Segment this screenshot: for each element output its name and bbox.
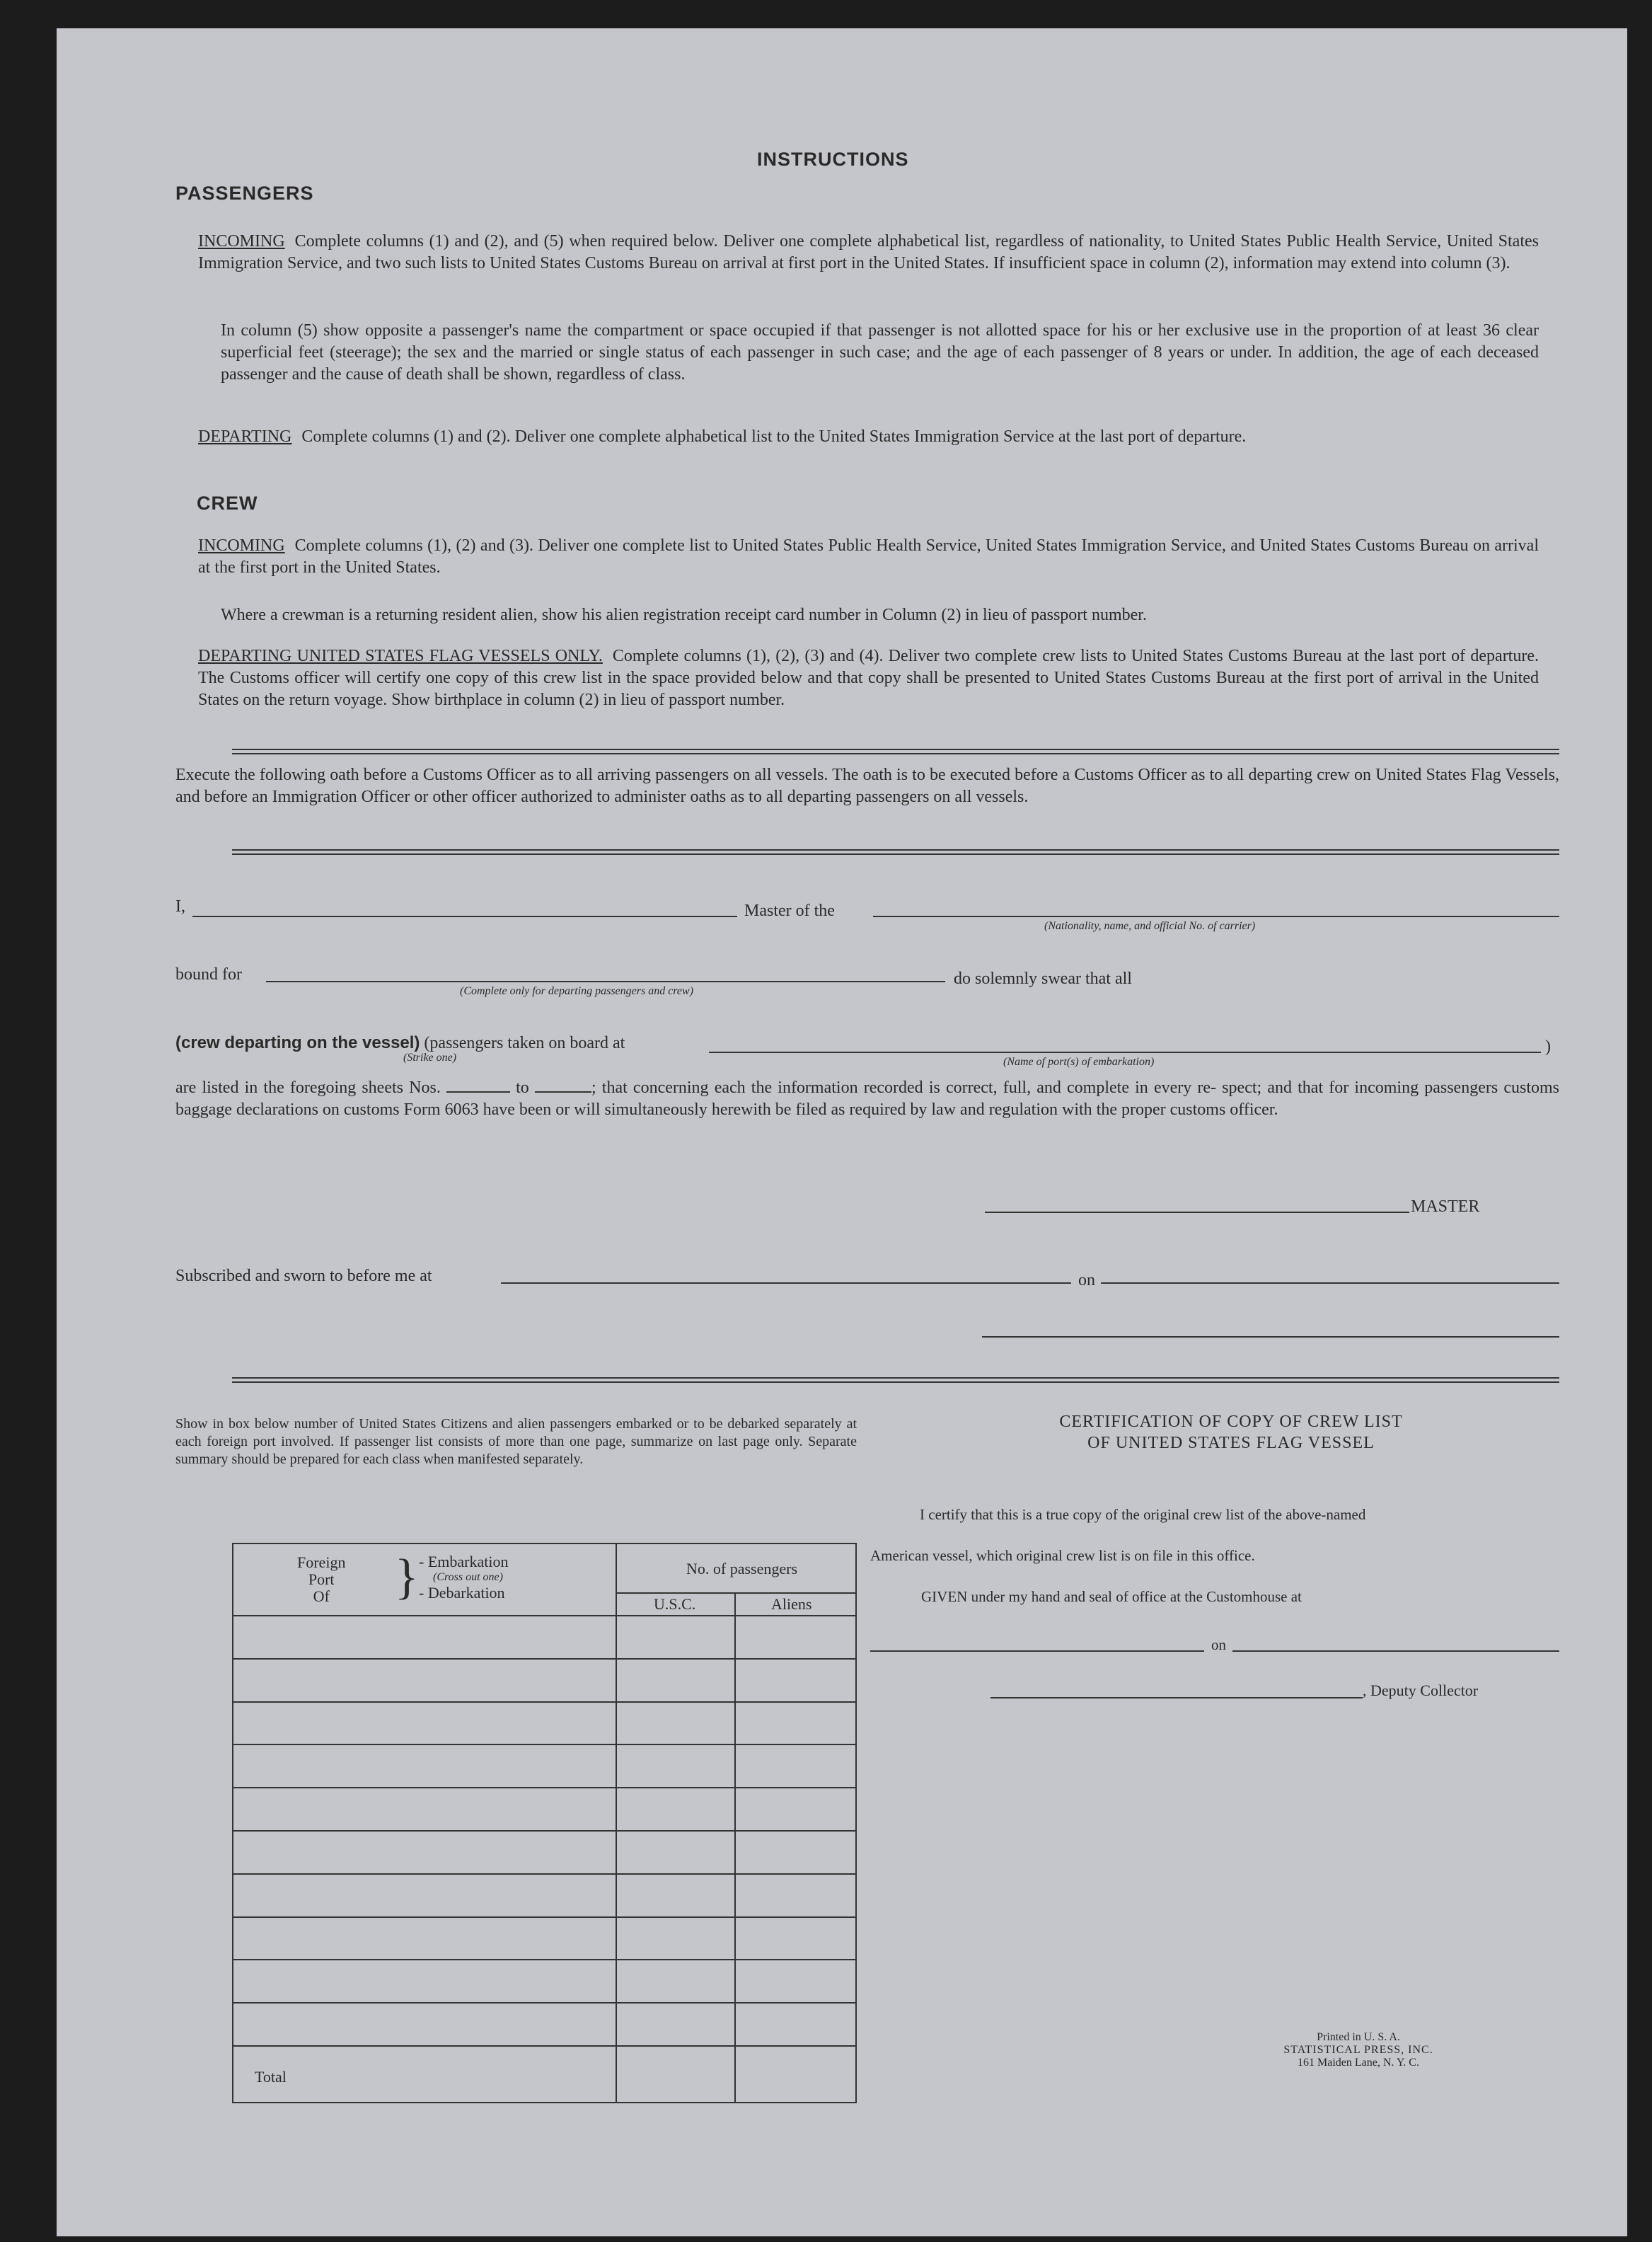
sworn-date-field[interactable] [1101,1282,1559,1284]
divider-rule [232,1377,1559,1383]
column5-paragraph: In column (5) show opposite a passenger's name the compartment or space occupied if that passenger is not allotted space for his or her exclusive use in the proportion of at least 36 clear superficial feet (steerage); the sex and the married or single status of each passenger in such case; and the age of each passenger of 8 years or under. In addition, the age of each deceased passenger and the cause of death shall be shown, regardless of class. [221,321,1539,384]
close-paren: ) [1545,1037,1551,1056]
total-label: Total [255,2068,287,2086]
printer-imprint: Printed in U. S. A. STATISTICAL PRESS, INC. 161 Maiden Lane, N. Y. C. [1283,2031,1433,2069]
table-row[interactable] [233,1959,856,1960]
crew-departing-label: DEPARTING UNITED STATES FLAG VESSELS ONLY. [198,647,603,665]
passengers-departing-text: Complete columns (1) and (2). Deliver one complete alphabetical list to the United States Immigration Service at the last port of departure. [301,427,1247,446]
no-passengers-header: No. of passengers [686,1560,798,1577]
table-row[interactable] [233,1744,856,1745]
sheet-from-field[interactable] [446,1091,510,1093]
crew-incoming-paragraph [198,535,1539,579]
form-page [57,28,1627,2236]
table-divider [616,1544,617,2102]
deputy-collector-label: , Deputy Collector [1363,1682,1479,1699]
ports-caption: (Name of port(s) of embarkation) [1003,1056,1155,1068]
table-divider [734,1594,736,2102]
table-divider [616,1592,856,1594]
customhouse-field[interactable] [870,1650,1204,1652]
solemnly-swear-label: do solemnly swear that all [954,970,1132,988]
crew-departing-text: Complete columns (1), (2), (3) and (4). Deliver two complete crew lists to United States Customs Bureau at the last port of departure. The Customs officer will certify one copy of this crew list in the space provided below and that copy shall be presented to United States Customs Bureau at the first port of arrival in the United States on the return voyage. Show birthplace in column (2) in lieu of passport number. [198,647,1539,709]
bound-for-label: bound for [175,965,242,984]
given-line: GIVEN under my hand and seal of office at the Customhouse at [921,1588,1302,1605]
foreign-port-header: Foreign Port Of [297,1553,346,1605]
table-row[interactable] [233,1916,856,1918]
divider-rule [232,849,1559,855]
table-row[interactable] [233,1873,856,1875]
passengers-departing-label: DEPARTING [198,427,292,446]
certification-title: CERTIFICATION OF COPY OF CREW LIST OF UNITED STATES FLAG VESSEL [1059,1413,1403,1452]
passengers-heading: PASSENGERS [175,183,314,204]
brace-icon: } [395,1550,419,1604]
crew-incoming-text: Complete columns (1), (2) and (3). Deliver one complete list to United States Public Health Service, United States Immigration Service, and United States Customs Bureau on arrival at the first port in the United States. [198,536,1539,577]
certify-line: I certify that this is a true copy of the original crew list of the above-named [920,1506,1366,1523]
master-label: MASTER [1411,1197,1480,1216]
strike-one-caption: (Strike one) [403,1052,457,1064]
oath-i-label: I, [175,897,185,916]
passengers-incoming-text: Complete columns (1) and (2), and (5) when required below. Deliver one complete alphabetical list, regardless of nationality, to United States Public Health Service, United States Immigration Service, and two such lists to United States Customs Bureau on arrival at first port in the United States. If insufficient space in column (2), information may extend into column (3). [198,232,1539,272]
oath-intro-paragraph: Execute the following oath before a Customs Officer as to all arriving passengers on all vessels. The oath is to be executed before a Customs Officer as to all departing crew on United States Flag Vessels, and before an Immigration Officer or other officer authorized to administer oaths as to all departing passengers on all vessels. [175,766,1559,806]
deputy-signature-field[interactable] [990,1697,1363,1698]
officer-signature-field[interactable] [982,1336,1559,1338]
cert-date-field[interactable] [1232,1650,1559,1652]
table-header-rule [233,1615,856,1616]
table-row[interactable] [233,1830,856,1832]
listed-paragraph: are listed in the foregoing sheets Nos. to ; that concerning each the information recorded is correct, full, and complete in every re- spect; and that for incoming passengers customs baggage declarations on customs Form 6063 have been or will simultaneously herewith be filed as required by law and regulation with the proper customs officer. [175,1079,1560,1119]
certify-line: American vessel, which original crew list is on file in this office. [870,1547,1255,1564]
subscribed-label: Subscribed and sworn to before me at [175,1267,432,1285]
table-row[interactable] [233,2045,856,2047]
passengers-departing-paragraph [198,426,1539,448]
master-name-field[interactable] [192,916,737,917]
usc-header: U.S.C. [654,1595,696,1613]
sworn-on-label: on [1078,1271,1095,1289]
sworn-place-field[interactable] [501,1282,1071,1284]
table-row[interactable] [233,1787,856,1788]
passenger-summary-table [232,1543,857,2103]
table-row[interactable] [233,1701,856,1703]
sheet-to-field[interactable] [535,1091,591,1093]
crew-heading: CREW [197,493,258,514]
carrier-field[interactable] [873,916,1559,917]
cert-on-label: on [1211,1636,1226,1653]
embarkation-port-field[interactable] [709,1052,1541,1053]
page-title: INSTRUCTIONS [757,149,909,170]
crew-incoming-label: INCOMING [198,536,285,555]
table-row[interactable] [233,2002,856,2004]
summary-instructions: Show in box below number of United States Citizens and alien passengers embarked or to be debarked separately at each foreign port involved. If passenger list consists of more than one page, summarize on last page only. Separate summary should be prepared for each class when manifested separately. [175,1416,857,1467]
table-row[interactable] [233,1658,856,1660]
nationality-caption: (Nationality, name, and official No. of carrier) [1044,920,1256,932]
embarkation-toggle[interactable]: - Embarkation (Cross out one) - Debarkation [419,1553,509,1602]
crew-resident-paragraph: Where a crewman is a returning resident alien, show his alien registration receipt card number in Column (2) in lieu of passport number. [221,606,1147,624]
divider-rule [232,749,1559,754]
crew-departing-paragraph [198,645,1539,711]
complete-only-caption: (Complete only for departing passengers and crew) [460,985,694,997]
passengers-incoming-label: INCOMING [198,232,285,251]
master-of-the-label: Master of the [744,902,835,920]
passengers-incoming-paragraph [198,231,1539,275]
bound-for-field[interactable] [266,981,945,982]
crew-departing-option[interactable]: (crew departing on the vessel) (passengers taken on board at [175,1033,625,1052]
aliens-header: Aliens [771,1595,812,1613]
master-signature-field[interactable] [985,1212,1409,1213]
